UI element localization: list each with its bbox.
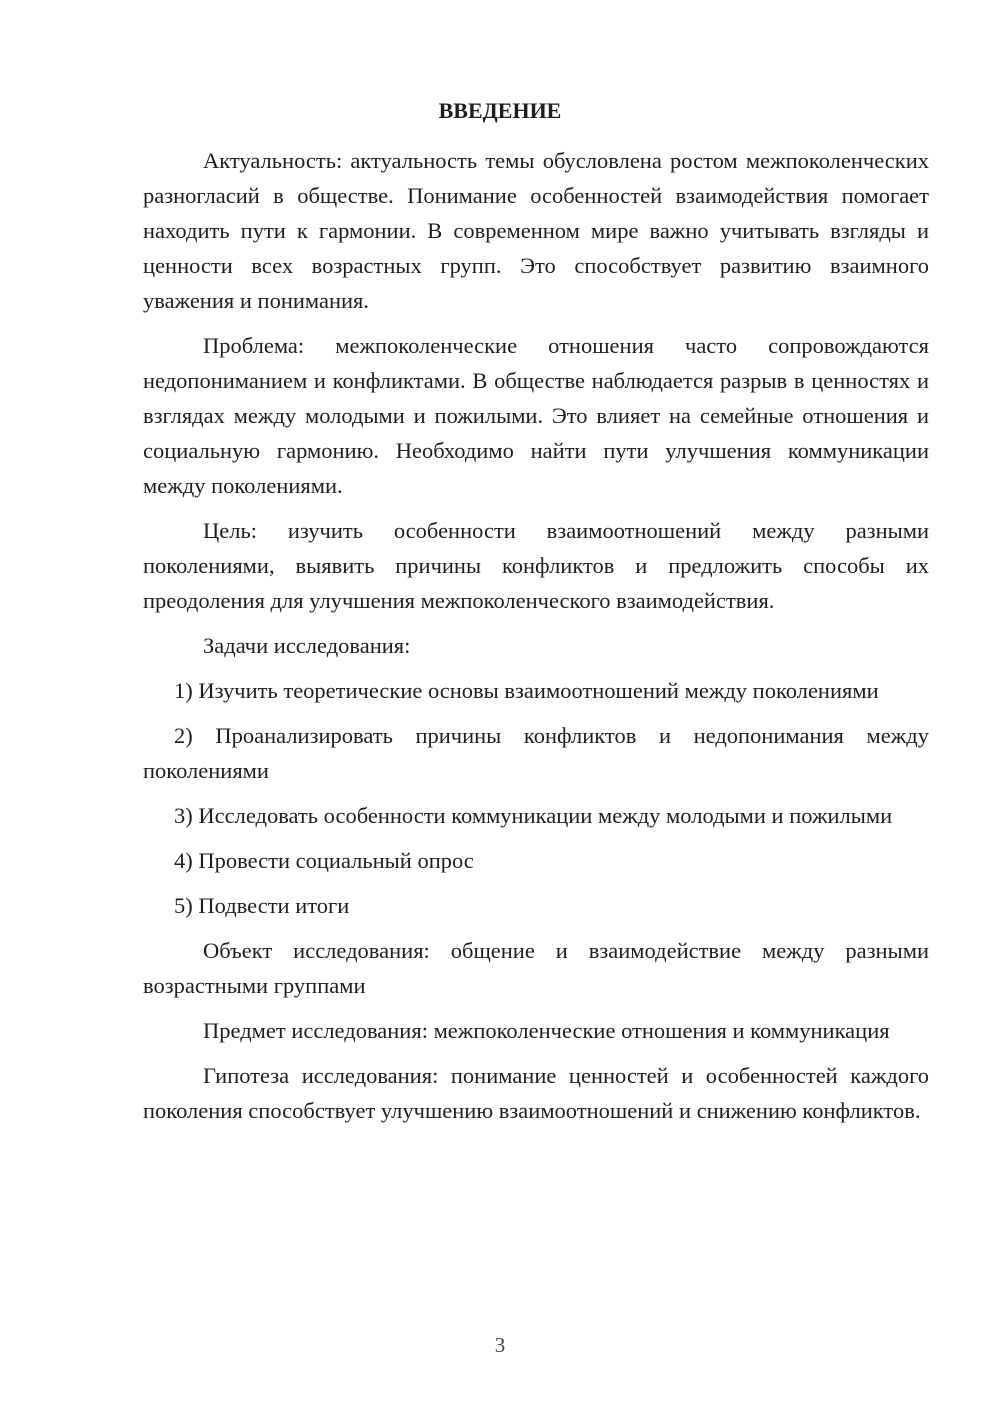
task-item-2: 2) Проанализировать причины конфликтов и недопонимания между поколениями bbox=[143, 723, 929, 783]
page-title: ВВЕДЕНИЕ bbox=[438, 98, 562, 123]
goal-paragraph: Цель: изучить особенности взаимоотношений между разными поколениями, выявить причины конфликтов и предложить способы их преодоления для улучшения межпоколенческого взаимодействия. bbox=[143, 518, 929, 613]
document-body bbox=[143, 143, 929, 1138]
hypothesis-paragraph: Гипотеза исследования: понимание ценностей и особенностей каждого поколения способствует улучшению взаимоотношений и снижению конфликтов. bbox=[143, 1063, 929, 1123]
tasks-heading: Задачи исследования: bbox=[203, 633, 411, 658]
subject-paragraph: Предмет исследования: межпоколенческие отношения и коммуникация bbox=[203, 1018, 890, 1043]
problem-paragraph: Проблема: межпоколенческие отношения часто сопровождаются недопониманием и конфликтами. В обществе наблюдается разрыв в ценностях и взглядах между молодыми и пожилыми. Это влияет на семейные отношения и социальную гармонию. Необходимо найти пути улучшения коммуникации между поколениями. bbox=[143, 333, 929, 498]
page-number: 3 bbox=[494, 1333, 506, 1357]
object-paragraph: Объект исследования: общение и взаимодействие между разными возрастными группами bbox=[143, 938, 929, 998]
relevance-paragraph: Актуальность: актуальность темы обусловлена ростом межпоколенческих разногласий в обществе. Понимание особенностей взаимодействия помогает находить пути к гармонии. В современном мире важно учитывать взгляды и ценности всех возрастных групп. Это способствует развитию взаимного уважения и понимания. bbox=[143, 148, 929, 313]
task-item-3: 3) Исследовать особенности коммуникации между молодыми и пожилыми bbox=[174, 803, 893, 828]
task-item-1: 1) Изучить теоретические основы взаимоотношений между поколениями bbox=[174, 678, 879, 703]
task-item-5: 5) Подвести итоги bbox=[174, 893, 350, 918]
task-item-4: 4) Провести социальный опрос bbox=[174, 848, 474, 873]
